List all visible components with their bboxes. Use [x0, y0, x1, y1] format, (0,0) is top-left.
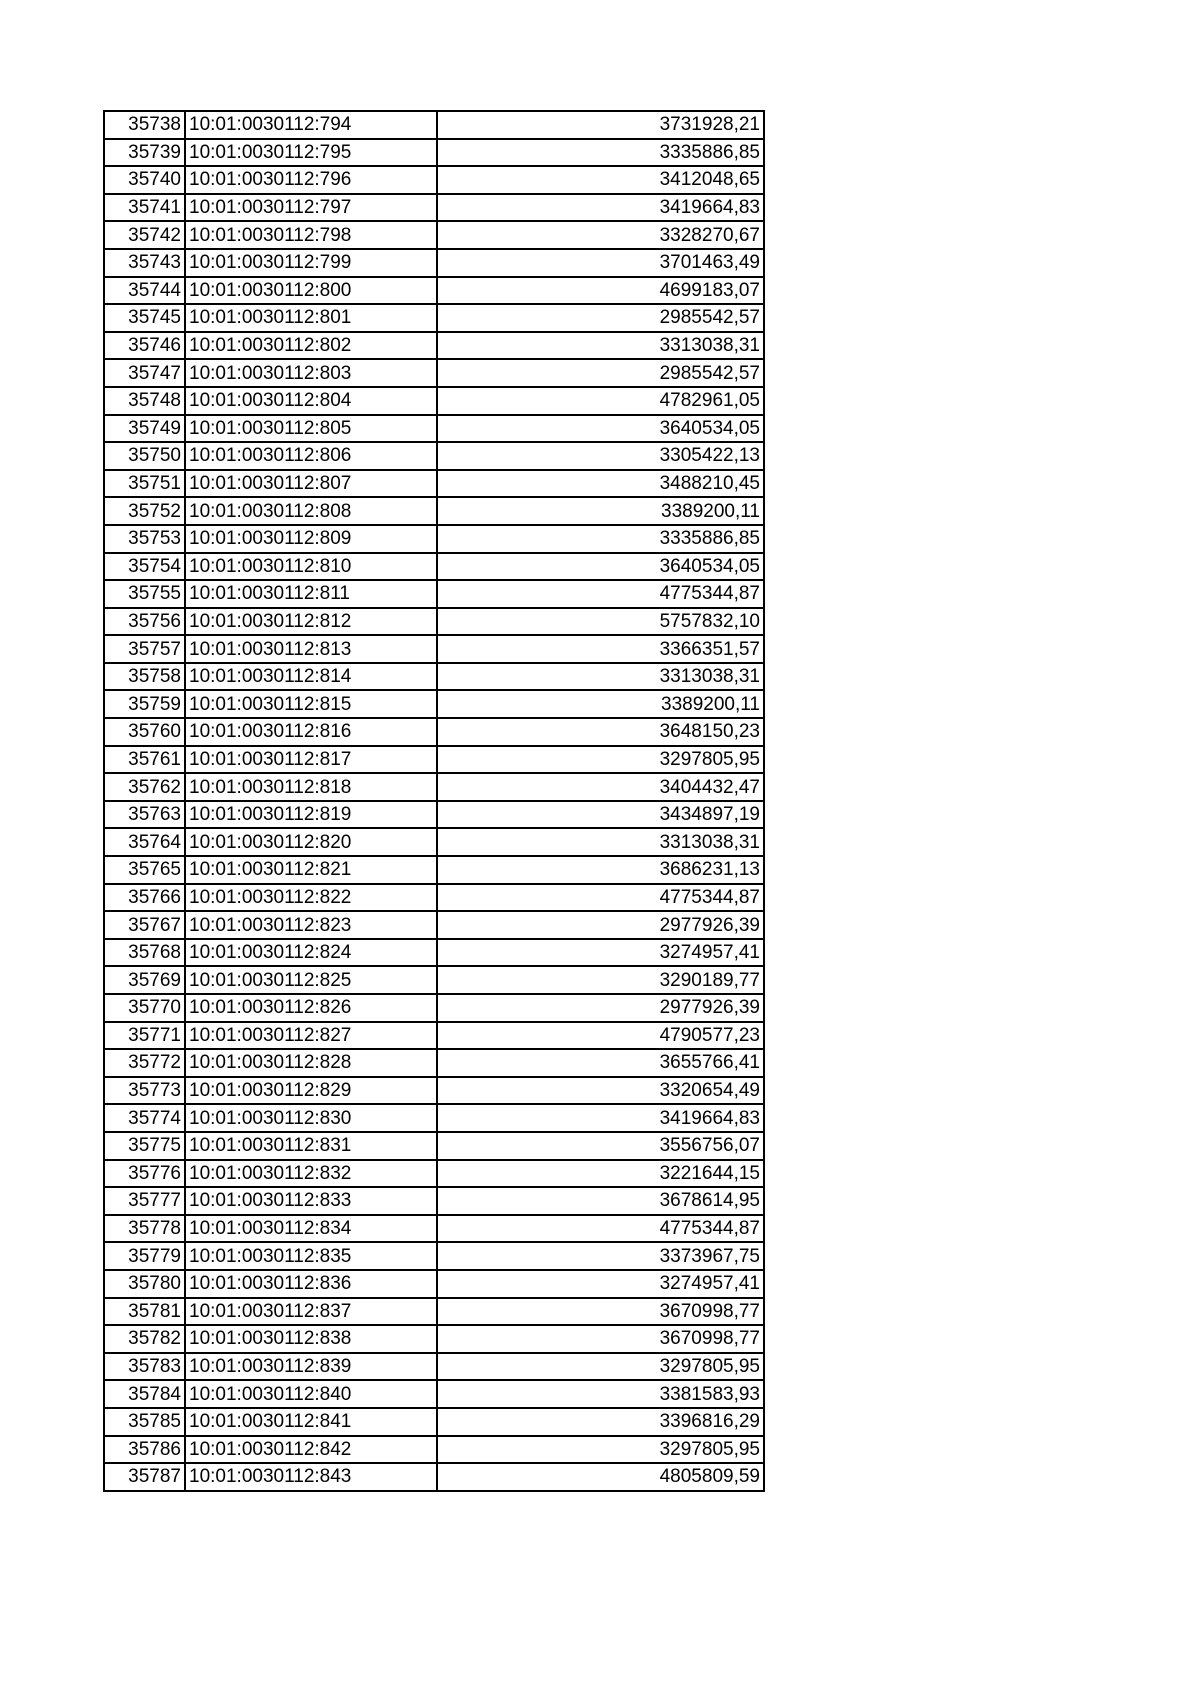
table-row [104, 1215, 764, 1243]
cadastral-value-table [103, 110, 765, 1492]
value-cell: 3373967,75 [437, 1242, 764, 1270]
row-number-cell: 35755 [104, 580, 185, 608]
row-number-cell: 35781 [104, 1298, 185, 1326]
row-number-cell: 35763 [104, 801, 185, 829]
cadastral-number-cell: 10:01:0030112:796 [185, 166, 437, 194]
value-cell: 3305422,13 [437, 442, 764, 470]
cadastral-number-cell: 10:01:0030112:812 [185, 608, 437, 636]
table-row [104, 718, 764, 746]
row-number-cell: 35754 [104, 553, 185, 581]
value-cell: 3328270,67 [437, 221, 764, 249]
value-cell: 4775344,87 [437, 1215, 764, 1243]
table-row [104, 277, 764, 305]
cadastral-number-cell: 10:01:0030112:803 [185, 359, 437, 387]
row-number-cell: 35785 [104, 1408, 185, 1436]
row-number-cell: 35772 [104, 1049, 185, 1077]
value-cell: 2985542,57 [437, 359, 764, 387]
row-number-cell: 35744 [104, 277, 185, 305]
cadastral-number-cell: 10:01:0030112:842 [185, 1436, 437, 1464]
cadastral-number-cell: 10:01:0030112:839 [185, 1353, 437, 1381]
table-row [104, 884, 764, 912]
cadastral-number-cell: 10:01:0030112:830 [185, 1104, 437, 1132]
row-number-cell: 35784 [104, 1380, 185, 1408]
table-row [104, 166, 764, 194]
row-number-cell: 35747 [104, 359, 185, 387]
value-cell: 2985542,57 [437, 304, 764, 332]
cadastral-number-cell: 10:01:0030112:841 [185, 1408, 437, 1436]
value-cell: 4775344,87 [437, 884, 764, 912]
cadastral-number-cell: 10:01:0030112:811 [185, 580, 437, 608]
row-number-cell: 35740 [104, 166, 185, 194]
cadastral-number-cell: 10:01:0030112:800 [185, 277, 437, 305]
table-row [104, 663, 764, 691]
table-row [104, 111, 764, 139]
table-row [104, 1298, 764, 1326]
value-cell: 3381583,93 [437, 1380, 764, 1408]
cadastral-number-cell: 10:01:0030112:825 [185, 966, 437, 994]
row-number-cell: 35770 [104, 994, 185, 1022]
cadastral-number-cell: 10:01:0030112:805 [185, 415, 437, 443]
cadastral-number-cell: 10:01:0030112:806 [185, 442, 437, 470]
table-row [104, 966, 764, 994]
row-number-cell: 35787 [104, 1463, 185, 1491]
table-row [104, 1325, 764, 1353]
cadastral-number-cell: 10:01:0030112:826 [185, 994, 437, 1022]
cadastral-number-cell: 10:01:0030112:832 [185, 1160, 437, 1188]
value-cell: 3297805,95 [437, 1436, 764, 1464]
table-row [104, 773, 764, 801]
table-row [104, 856, 764, 884]
value-cell: 3556756,07 [437, 1132, 764, 1160]
row-number-cell: 35767 [104, 911, 185, 939]
cadastral-number-cell: 10:01:0030112:820 [185, 828, 437, 856]
value-cell: 3297805,95 [437, 746, 764, 774]
table-row [104, 1132, 764, 1160]
table-row [104, 1380, 764, 1408]
value-cell: 3678614,95 [437, 1187, 764, 1215]
row-number-cell: 35743 [104, 249, 185, 277]
cadastral-number-cell: 10:01:0030112:816 [185, 718, 437, 746]
table-row [104, 994, 764, 1022]
row-number-cell: 35745 [104, 304, 185, 332]
row-number-cell: 35746 [104, 332, 185, 360]
cadastral-number-cell: 10:01:0030112:810 [185, 553, 437, 581]
table-row [104, 497, 764, 525]
cadastral-number-cell: 10:01:0030112:828 [185, 1049, 437, 1077]
row-number-cell: 35752 [104, 497, 185, 525]
value-cell: 3396816,29 [437, 1408, 764, 1436]
cadastral-number-cell: 10:01:0030112:822 [185, 884, 437, 912]
cadastral-number-cell: 10:01:0030112:829 [185, 1077, 437, 1105]
cadastral-number-cell: 10:01:0030112:823 [185, 911, 437, 939]
row-number-cell: 35786 [104, 1436, 185, 1464]
row-number-cell: 35783 [104, 1353, 185, 1381]
row-number-cell: 35759 [104, 690, 185, 718]
cadastral-number-cell: 10:01:0030112:837 [185, 1298, 437, 1326]
table-row [104, 139, 764, 167]
row-number-cell: 35760 [104, 718, 185, 746]
cadastral-number-cell: 10:01:0030112:827 [185, 1022, 437, 1050]
table-row [104, 1270, 764, 1298]
value-cell: 3640534,05 [437, 415, 764, 443]
value-cell: 2977926,39 [437, 994, 764, 1022]
value-cell: 3290189,77 [437, 966, 764, 994]
table-row [104, 470, 764, 498]
row-number-cell: 35757 [104, 635, 185, 663]
cadastral-number-cell: 10:01:0030112:831 [185, 1132, 437, 1160]
value-cell: 3389200,11 [437, 497, 764, 525]
row-number-cell: 35777 [104, 1187, 185, 1215]
row-number-cell: 35768 [104, 939, 185, 967]
cadastral-number-cell: 10:01:0030112:794 [185, 111, 437, 139]
value-cell: 3404432,47 [437, 773, 764, 801]
value-cell: 3670998,77 [437, 1298, 764, 1326]
cadastral-number-cell: 10:01:0030112:814 [185, 663, 437, 691]
cadastral-number-cell: 10:01:0030112:834 [185, 1215, 437, 1243]
table-body [104, 111, 764, 1491]
table-row [104, 1022, 764, 1050]
row-number-cell: 35764 [104, 828, 185, 856]
table-row [104, 1353, 764, 1381]
table-row [104, 359, 764, 387]
cadastral-number-cell: 10:01:0030112:807 [185, 470, 437, 498]
row-number-cell: 35742 [104, 221, 185, 249]
table-row [104, 525, 764, 553]
row-number-cell: 35750 [104, 442, 185, 470]
table-row [104, 1436, 764, 1464]
value-cell: 3731928,21 [437, 111, 764, 139]
cadastral-number-cell: 10:01:0030112:798 [185, 221, 437, 249]
table-row [104, 1187, 764, 1215]
value-cell: 3412048,65 [437, 166, 764, 194]
value-cell: 3419664,83 [437, 1104, 764, 1132]
value-cell: 3389200,11 [437, 690, 764, 718]
cadastral-number-cell: 10:01:0030112:801 [185, 304, 437, 332]
value-cell: 4790577,23 [437, 1022, 764, 1050]
cadastral-number-cell: 10:01:0030112:817 [185, 746, 437, 774]
table-row [104, 442, 764, 470]
cadastral-number-cell: 10:01:0030112:815 [185, 690, 437, 718]
row-number-cell: 35782 [104, 1325, 185, 1353]
value-cell: 3313038,31 [437, 663, 764, 691]
table-row [104, 911, 764, 939]
row-number-cell: 35775 [104, 1132, 185, 1160]
table-row [104, 939, 764, 967]
cadastral-number-cell: 10:01:0030112:804 [185, 387, 437, 415]
cadastral-number-cell: 10:01:0030112:843 [185, 1463, 437, 1491]
row-number-cell: 35778 [104, 1215, 185, 1243]
cadastral-number-cell: 10:01:0030112:836 [185, 1270, 437, 1298]
value-cell: 4805809,59 [437, 1463, 764, 1491]
row-number-cell: 35756 [104, 608, 185, 636]
row-number-cell: 35773 [104, 1077, 185, 1105]
value-cell: 5757832,10 [437, 608, 764, 636]
row-number-cell: 35738 [104, 111, 185, 139]
value-cell: 3297805,95 [437, 1353, 764, 1381]
value-cell: 3320654,49 [437, 1077, 764, 1105]
value-cell: 4775344,87 [437, 580, 764, 608]
value-cell: 3366351,57 [437, 635, 764, 663]
cadastral-number-cell: 10:01:0030112:799 [185, 249, 437, 277]
cadastral-number-cell: 10:01:0030112:797 [185, 194, 437, 222]
row-number-cell: 35774 [104, 1104, 185, 1132]
table-row [104, 1077, 764, 1105]
cadastral-number-cell: 10:01:0030112:838 [185, 1325, 437, 1353]
cadastral-number-cell: 10:01:0030112:802 [185, 332, 437, 360]
row-number-cell: 35776 [104, 1160, 185, 1188]
value-cell: 3274957,41 [437, 1270, 764, 1298]
table-row [104, 221, 764, 249]
cadastral-number-cell: 10:01:0030112:819 [185, 801, 437, 829]
value-cell: 4699183,07 [437, 277, 764, 305]
row-number-cell: 35780 [104, 1270, 185, 1298]
table-row [104, 1242, 764, 1270]
row-number-cell: 35748 [104, 387, 185, 415]
row-number-cell: 35766 [104, 884, 185, 912]
value-cell: 3640534,05 [437, 553, 764, 581]
table-row [104, 828, 764, 856]
value-cell: 3434897,19 [437, 801, 764, 829]
value-cell: 3274957,41 [437, 939, 764, 967]
value-cell: 3419664,83 [437, 194, 764, 222]
table-row [104, 1160, 764, 1188]
value-cell: 3648150,23 [437, 718, 764, 746]
cadastral-number-cell: 10:01:0030112:795 [185, 139, 437, 167]
row-number-cell: 35765 [104, 856, 185, 884]
table-row [104, 608, 764, 636]
cadastral-number-cell: 10:01:0030112:824 [185, 939, 437, 967]
cadastral-number-cell: 10:01:0030112:840 [185, 1380, 437, 1408]
table-row [104, 801, 764, 829]
value-cell: 4782961,05 [437, 387, 764, 415]
table-row [104, 1104, 764, 1132]
row-number-cell: 35741 [104, 194, 185, 222]
cadastral-number-cell: 10:01:0030112:818 [185, 773, 437, 801]
value-cell: 2977926,39 [437, 911, 764, 939]
table-row [104, 249, 764, 277]
table-row [104, 580, 764, 608]
table-row [104, 332, 764, 360]
row-number-cell: 35761 [104, 746, 185, 774]
cadastral-number-cell: 10:01:0030112:808 [185, 497, 437, 525]
row-number-cell: 35769 [104, 966, 185, 994]
table-row [104, 553, 764, 581]
value-cell: 3313038,31 [437, 828, 764, 856]
cadastral-number-cell: 10:01:0030112:833 [185, 1187, 437, 1215]
row-number-cell: 35771 [104, 1022, 185, 1050]
row-number-cell: 35779 [104, 1242, 185, 1270]
cadastral-number-cell: 10:01:0030112:813 [185, 635, 437, 663]
value-cell: 3655766,41 [437, 1049, 764, 1077]
cadastral-number-cell: 10:01:0030112:809 [185, 525, 437, 553]
value-cell: 3221644,15 [437, 1160, 764, 1188]
row-number-cell: 35753 [104, 525, 185, 553]
value-cell: 3335886,85 [437, 139, 764, 167]
value-cell: 3686231,13 [437, 856, 764, 884]
table-row [104, 415, 764, 443]
table-row [104, 304, 764, 332]
row-number-cell: 35739 [104, 139, 185, 167]
table-row [104, 635, 764, 663]
table-row [104, 1049, 764, 1077]
table-row [104, 746, 764, 774]
table-row [104, 1463, 764, 1491]
table-row [104, 1408, 764, 1436]
cadastral-number-cell: 10:01:0030112:821 [185, 856, 437, 884]
table-row [104, 194, 764, 222]
value-cell: 3701463,49 [437, 249, 764, 277]
table-row [104, 690, 764, 718]
cadastral-number-cell: 10:01:0030112:835 [185, 1242, 437, 1270]
row-number-cell: 35751 [104, 470, 185, 498]
table-row [104, 387, 764, 415]
row-number-cell: 35762 [104, 773, 185, 801]
value-cell: 3335886,85 [437, 525, 764, 553]
row-number-cell: 35758 [104, 663, 185, 691]
value-cell: 3313038,31 [437, 332, 764, 360]
value-cell: 3670998,77 [437, 1325, 764, 1353]
value-cell: 3488210,45 [437, 470, 764, 498]
row-number-cell: 35749 [104, 415, 185, 443]
